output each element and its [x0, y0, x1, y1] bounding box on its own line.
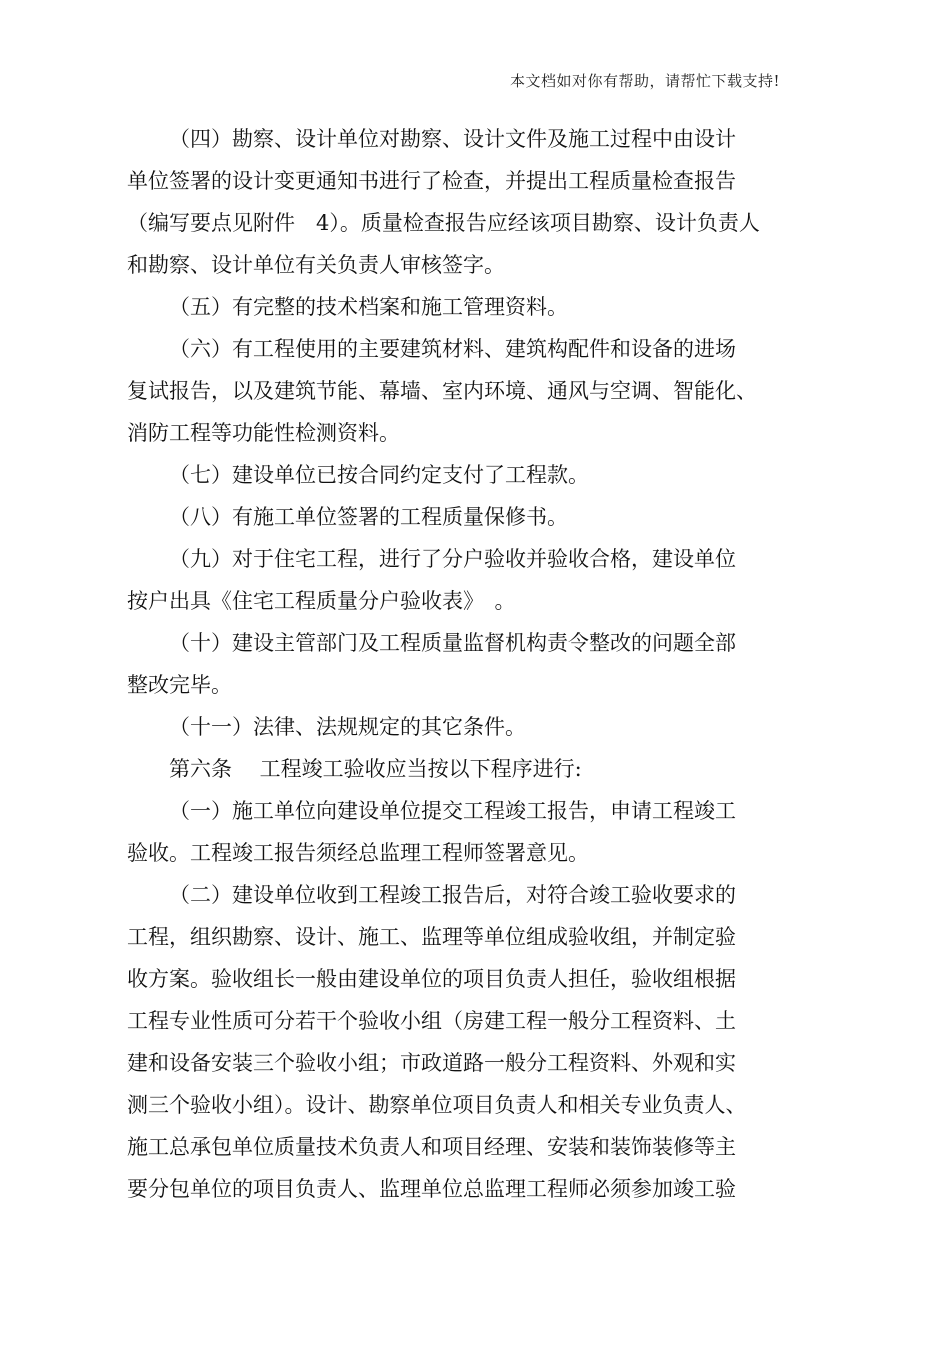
text-line: 要分包单位的项目负责人、监理单位总监理工程师必须参加竣工验 [127, 1177, 736, 1201]
text-line: （九）对于住宅工程，进行了分户验收并验收合格，建设单位 [169, 547, 736, 571]
text-line: 按户出具《住宅工程质量分户验收表》 。 [127, 589, 516, 613]
text-line: （四）勘察、设计单位对勘察、设计文件及施工过程中由设计 [169, 127, 736, 151]
text-line: （六）有工程使用的主要建筑材料、建筑构配件和设备的进场 [169, 337, 736, 361]
text-line: 建和设备安装三个验收小组；市政道路一般分工程资料、外观和实 [127, 1051, 736, 1075]
text-line: （八）有施工单位签署的工程质量保修书。 [169, 505, 568, 529]
text-line: 收方案。验收组长一般由建设单位的项目负责人担任，验收组根据 [127, 967, 736, 991]
text-line: （编写要点见附件 4）。质量检查报告应经该项目勘察、设计负责人 [127, 211, 760, 235]
text-line: （二）建设单位收到工程竣工报告后，对符合竣工验收要求的 [169, 883, 736, 907]
text-line: 工程，组织勘察、设计、施工、监理等单位组成验收组，并制定验 [127, 925, 736, 949]
text-line: 和勘察、设计单位有关负责人审核签字。 [127, 253, 505, 277]
text-line: 验收。工程竣工报告须经总监理工程师签署意见。 [127, 841, 589, 865]
text-line: （五）有完整的技术档案和施工管理资料。 [169, 295, 568, 319]
text-line: 单位签署的设计变更通知书进行了检查，并提出工程质量检查报告 [127, 169, 736, 193]
text-line: 整改完毕。 [127, 673, 232, 697]
text-line: 第六条 工程竣工验收应当按以下程序进行: [169, 757, 582, 781]
text-line: （一）施工单位向建设单位提交工程竣工报告，申请工程竣工 [169, 799, 736, 823]
document-body [127, 118, 807, 1210]
text-line: 施工总承包单位质量技术负责人和项目经理、安装和装饰装修等主 [127, 1135, 736, 1159]
text-line: （十一）法律、法规规定的其它条件。 [169, 715, 526, 739]
text-line: 消防工程等功能性检测资料。 [127, 421, 400, 445]
page-header-note: 本文档如对你有帮助，请帮忙下载支持! [509, 72, 780, 90]
text-line: （十）建设主管部门及工程质量监督机构责令整改的问题全部 [169, 631, 736, 655]
text-line: （七）建设单位已按合同约定支付了工程款。 [169, 463, 589, 487]
text-line: 工程专业性质可分若干个验收小组（房建工程一般分工程资料、土 [127, 1009, 736, 1033]
text-line: 测三个验收小组）。设计、勘察单位项目负责人和相关专业负责人、 [127, 1093, 747, 1117]
text-line: 复试报告，以及建筑节能、幕墙、室内环境、通风与空调、智能化、 [127, 379, 757, 403]
